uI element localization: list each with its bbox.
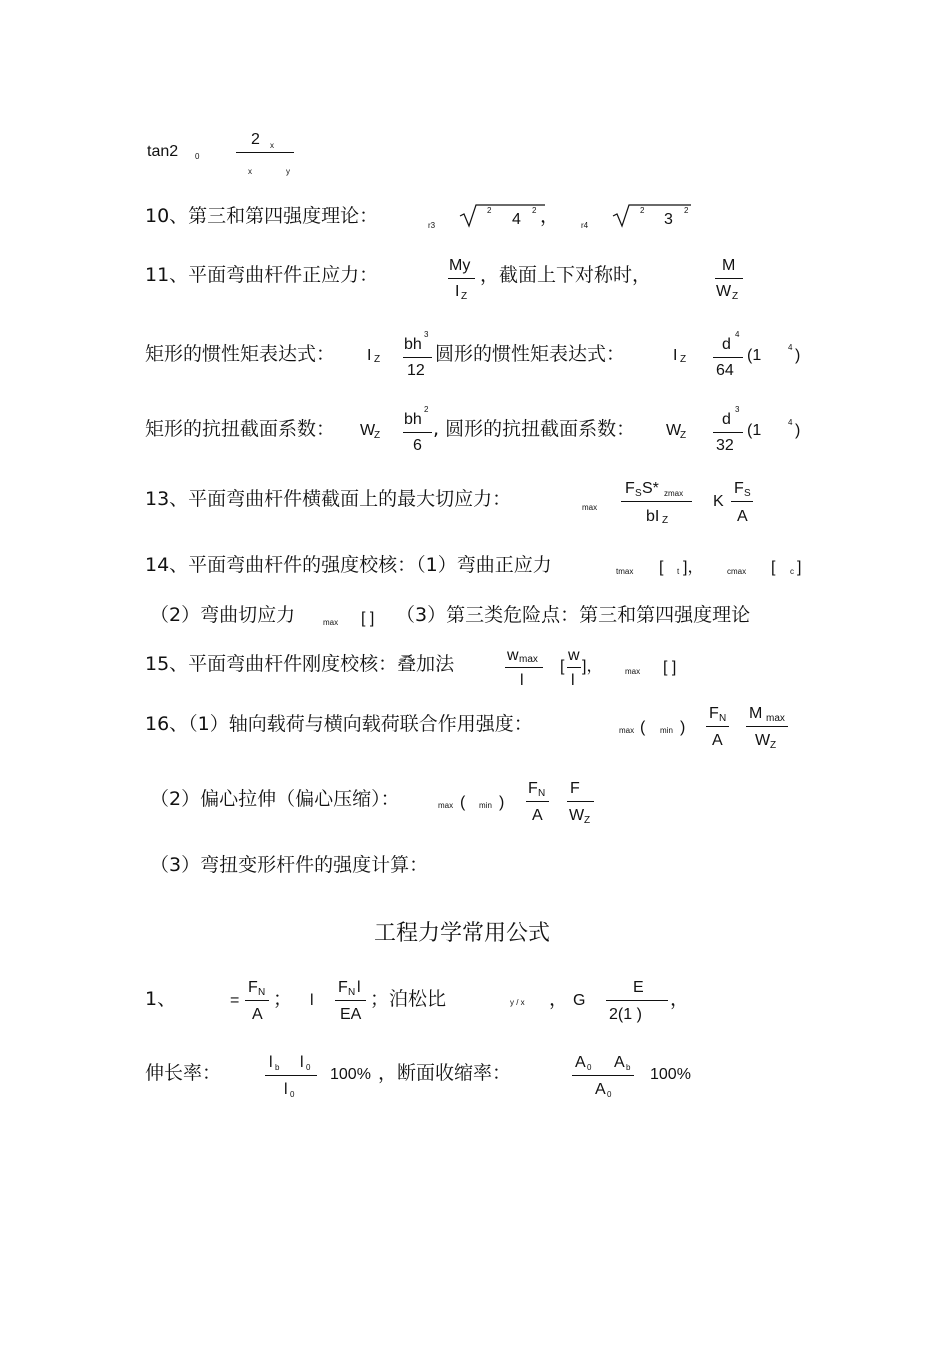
fraction-bar — [713, 357, 743, 358]
exp: 4 — [788, 418, 793, 427]
max-sub: max — [323, 618, 339, 627]
fraction-bar — [505, 667, 543, 668]
item13-label: 13、平面弯曲杆件横截面上的最大切应力： — [145, 488, 512, 510]
percent: 100% — [650, 1066, 691, 1083]
equals: = — [230, 992, 240, 1009]
frac1-den-sub: Z — [461, 291, 468, 302]
frac1-num-sub: N — [538, 788, 546, 799]
frac-den: 12 — [407, 362, 425, 379]
frac2-den: l — [571, 672, 575, 689]
frac-den-sub: Z — [662, 515, 669, 526]
circle-section-label: , 圆形的抗扭截面系数： — [433, 418, 636, 440]
fraction-bar — [245, 1000, 269, 1001]
section-title: 工程力学常用公式 — [374, 921, 551, 946]
fraction-bar — [448, 278, 475, 279]
fraction-bar — [731, 501, 753, 502]
max-sub: max — [582, 503, 598, 512]
frac2-num: M — [749, 705, 763, 722]
fraction-bar — [606, 1000, 668, 1001]
brackets: [ ] — [663, 659, 677, 676]
W-symbol: W — [360, 422, 376, 439]
fraction-bar — [715, 278, 743, 279]
sqrt-icon — [460, 204, 550, 228]
frac2-num-a-sub: 0 — [587, 1063, 592, 1072]
frac-num: d — [722, 411, 731, 428]
frac2-num: w — [568, 647, 580, 664]
fraction-bar — [403, 432, 432, 433]
frac1-den: I — [455, 283, 460, 300]
fraction-bar — [236, 152, 294, 153]
frac2-num: M — [722, 257, 736, 274]
G-symbol: G — [573, 992, 586, 1009]
I-symbol: I — [367, 347, 372, 364]
item11-mid: ，截面上下对称时， — [480, 264, 652, 286]
frac2-den-sub: Z — [584, 815, 591, 826]
exp: 4 — [788, 343, 793, 352]
frac-num-b-sub: 0 — [306, 1063, 311, 1072]
W-symbol: W — [666, 422, 682, 439]
frac2-den: A — [595, 1081, 606, 1098]
exp: 2 — [684, 206, 689, 215]
frac-num-a: l — [269, 1054, 273, 1071]
comma: ， — [540, 205, 560, 227]
semicolon: ； — [273, 988, 293, 1010]
tan-den-y: y — [286, 167, 290, 176]
frac2-num-a: A — [575, 1054, 586, 1071]
tan-den-x: x — [248, 167, 252, 176]
frac2-num: F — [734, 480, 744, 497]
frac-num-exp: 2 — [424, 405, 429, 414]
frac2-num: F — [570, 780, 580, 797]
poisson-label: ；泊松比 — [370, 988, 447, 1010]
paren: ( — [640, 719, 646, 736]
bracket-close: ]， — [683, 559, 704, 576]
paren-open: (1 — [747, 422, 762, 439]
item14b-label: （2）弯曲切应力 — [150, 604, 296, 626]
fraction-bar — [265, 1075, 317, 1076]
frac2-num-sub: N — [348, 987, 356, 998]
frac1-den: A — [252, 1006, 263, 1023]
exp: 2 — [532, 206, 537, 215]
paren-close: ) — [795, 347, 801, 364]
min-sub: min — [479, 801, 492, 810]
item14b-rest: （3）第三类危险点：第三和第四强度理论 — [396, 604, 751, 626]
cmax-sub: cmax — [727, 567, 747, 576]
frac1-den: A — [532, 807, 543, 824]
frac-den: l — [284, 1081, 288, 1098]
c-sub: c — [790, 567, 794, 576]
percent: 100% — [330, 1066, 371, 1083]
frac-den: l — [520, 672, 524, 689]
frac-num-exp: 3 — [424, 330, 429, 339]
I-symbol: I — [673, 347, 678, 364]
frac-den-sub: 0 — [290, 1090, 295, 1099]
frac1-num: My — [449, 257, 471, 274]
frac-num-b: l — [300, 1054, 304, 1071]
frac2-num-b-sub: b — [626, 1063, 631, 1072]
fraction-bar — [713, 432, 743, 433]
frac-den: 6 — [413, 437, 422, 454]
fraction-bar — [526, 801, 549, 802]
paren-close: ) — [795, 422, 801, 439]
frac1-num-sub: N — [719, 713, 727, 724]
comma: ， — [549, 988, 569, 1010]
frac-den: 32 — [716, 437, 734, 454]
item15-label: 15、平面弯曲杆件刚度校核：叠加法 — [145, 653, 455, 675]
frac2-num: F — [338, 979, 348, 996]
frac2-num-b: A — [614, 1054, 625, 1071]
paren: ) — [680, 719, 686, 736]
frac1-num: F — [528, 780, 538, 797]
min-sub: min — [660, 726, 673, 735]
frac2-den: A — [737, 508, 748, 525]
frac-num: w — [507, 647, 519, 664]
paren: ) — [499, 794, 505, 811]
brackets: [ ] — [361, 610, 375, 627]
circle-inertia-label: 圆形的惯性矩表达式： — [435, 343, 626, 365]
item11-label: 11、平面弯曲杆件正应力： — [145, 264, 379, 286]
max-sub: max — [625, 667, 641, 676]
K-symbol: K — [713, 493, 724, 510]
rect-inertia-label: 矩形的惯性矩表达式： — [145, 343, 336, 365]
frac-num-S: S* — [642, 480, 659, 497]
r3-sub: r3 — [428, 221, 436, 230]
frac-num-zmax: zmax — [664, 489, 684, 498]
frac-num: bh — [404, 336, 422, 353]
item16-label: 16、（1）轴向载荷与横向载荷联合作用强度： — [145, 713, 533, 735]
W-sub: Z — [374, 430, 381, 441]
frac2-den-sub: Z — [770, 740, 777, 751]
three: 3 — [664, 211, 673, 228]
r4-sub: r4 — [581, 221, 589, 230]
reduction-label: ，断面收缩率： — [378, 1062, 512, 1084]
four: 4 — [512, 211, 521, 228]
frac2-den-sub: 0 — [607, 1090, 612, 1099]
frac-num: d — [722, 336, 731, 353]
exp: 2 — [487, 206, 492, 215]
tan-sub: 0 — [195, 152, 200, 161]
item10-label: 10、第三和第四强度理论： — [145, 205, 379, 227]
l-symbol: l — [310, 992, 314, 1009]
fraction-bar — [572, 1075, 634, 1076]
exp: 2 — [640, 206, 645, 215]
frac-num: bh — [404, 411, 422, 428]
I-sub: Z — [374, 354, 381, 365]
rect-section-label: 矩形的抗扭截面系数： — [145, 418, 336, 440]
bracket-close: ]， — [582, 658, 603, 675]
fraction-bar — [567, 801, 594, 802]
frac-num-a-sub: b — [275, 1063, 280, 1072]
frac2-num-sub: max — [766, 713, 785, 724]
frac2-den: W — [569, 807, 585, 824]
frac1-num: F — [248, 979, 258, 996]
max-sub: max — [438, 801, 454, 810]
frac-num-sub: S — [635, 488, 642, 499]
item16c-label: （3）弯扭变形杆件的强度计算： — [150, 854, 429, 876]
frac1-num: F — [709, 705, 719, 722]
tan-num-sub: x — [270, 141, 274, 150]
ratio: y / x — [510, 998, 525, 1007]
frac2-den: EA — [340, 1006, 362, 1023]
frac-num-F: F — [625, 480, 635, 497]
sqrt-icon — [613, 204, 693, 228]
tan-lhs: tan2 — [147, 143, 179, 160]
W-sub: Z — [680, 430, 687, 441]
fraction-bar — [567, 667, 581, 668]
frac-den: 64 — [716, 362, 734, 379]
I-sub: Z — [680, 354, 687, 365]
frac2-den: W — [716, 283, 732, 300]
frac3-num: E — [633, 979, 644, 996]
fraction-bar — [403, 357, 432, 358]
fraction-bar — [335, 1000, 366, 1001]
item14-label: 14、平面弯曲杆件的强度校核：（1）弯曲正应力 — [145, 554, 552, 576]
item16b-label: （2）偏心拉伸（偏心压缩）： — [150, 788, 400, 810]
item1-label: 1、 — [145, 988, 177, 1010]
tmax-sub: tmax — [616, 567, 634, 576]
frac1-num-sub: N — [258, 987, 266, 998]
frac-num-exp: 4 — [735, 330, 740, 339]
fraction-bar — [746, 726, 788, 727]
paren: ( — [460, 794, 466, 811]
bracket: [ — [659, 559, 664, 576]
t-sub: t — [677, 567, 680, 576]
bracket-open: [ — [560, 658, 565, 675]
fraction-bar — [706, 726, 729, 727]
fraction-bar — [621, 501, 692, 502]
bracket: [ — [771, 559, 776, 576]
frac-den: bI — [646, 508, 660, 525]
frac2-num-l: l — [357, 979, 361, 996]
frac3-den: 2(1 ) — [609, 1006, 642, 1023]
tan-numerator: 2 — [251, 131, 260, 148]
frac2-num-sub: S — [744, 488, 751, 499]
comma: ， — [670, 988, 690, 1010]
frac1-den: A — [712, 732, 723, 749]
frac2-den: W — [755, 732, 771, 749]
max-sub: max — [619, 726, 635, 735]
paren-open: (1 — [747, 347, 762, 364]
elong-label: 伸长率： — [145, 1062, 222, 1084]
frac-num-sub: max — [519, 654, 538, 665]
frac2-den-sub: Z — [732, 291, 739, 302]
bracket-close: ] — [797, 559, 802, 576]
frac-num-exp: 3 — [735, 405, 740, 414]
